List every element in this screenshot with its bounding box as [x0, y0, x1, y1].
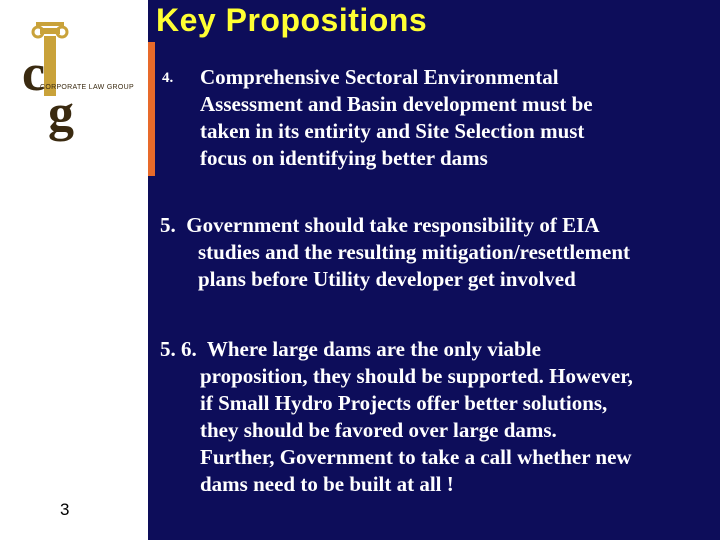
accent-bar [148, 42, 155, 176]
item-number: 5. 6. [160, 337, 197, 361]
title-bar [148, 0, 720, 42]
item-line: dams need to be built at all ! [200, 472, 454, 496]
proposition-item [162, 64, 692, 172]
svg-text:c: c [22, 45, 46, 102]
slide-title: Key Propositions [156, 2, 428, 38]
svg-text:g: g [48, 85, 74, 142]
item-line: studies and the resulting mitigation/resettlement [198, 240, 631, 264]
item-line: Where large dams are the only viable [206, 337, 541, 361]
item-text [160, 212, 715, 293]
item-line: proposition, they should be supported. However, [200, 364, 633, 388]
left-panel [0, 0, 148, 540]
slide-main [148, 0, 720, 540]
item-line: Further, Government to take a call whether new [200, 445, 632, 469]
page-number: 3 [60, 500, 70, 519]
item-line: plans before Utility developer get involved [198, 267, 576, 291]
item-text [160, 336, 720, 498]
item-line: Comprehensive Sectoral Environmental [200, 65, 559, 89]
logo-tagline: CORPORATE LAW GROUP [40, 84, 134, 91]
cg-logo-icon [18, 18, 148, 148]
proposition-item [160, 212, 715, 293]
item-line: Government should take responsibility of EIA [186, 213, 600, 237]
proposition-item [160, 336, 720, 498]
item-line: taken in its entirity and Site Selection must [200, 119, 585, 143]
item-line: they should be favored over large dams. [200, 418, 557, 442]
item-text [162, 64, 692, 172]
item-line: focus on identifying better dams [200, 146, 488, 170]
item-number: 4. [162, 70, 174, 86]
item-number: 5. [160, 213, 176, 237]
item-line: Assessment and Basin development must be [200, 92, 593, 116]
item-line: if Small Hydro Projects offer better solutions, [200, 391, 608, 415]
